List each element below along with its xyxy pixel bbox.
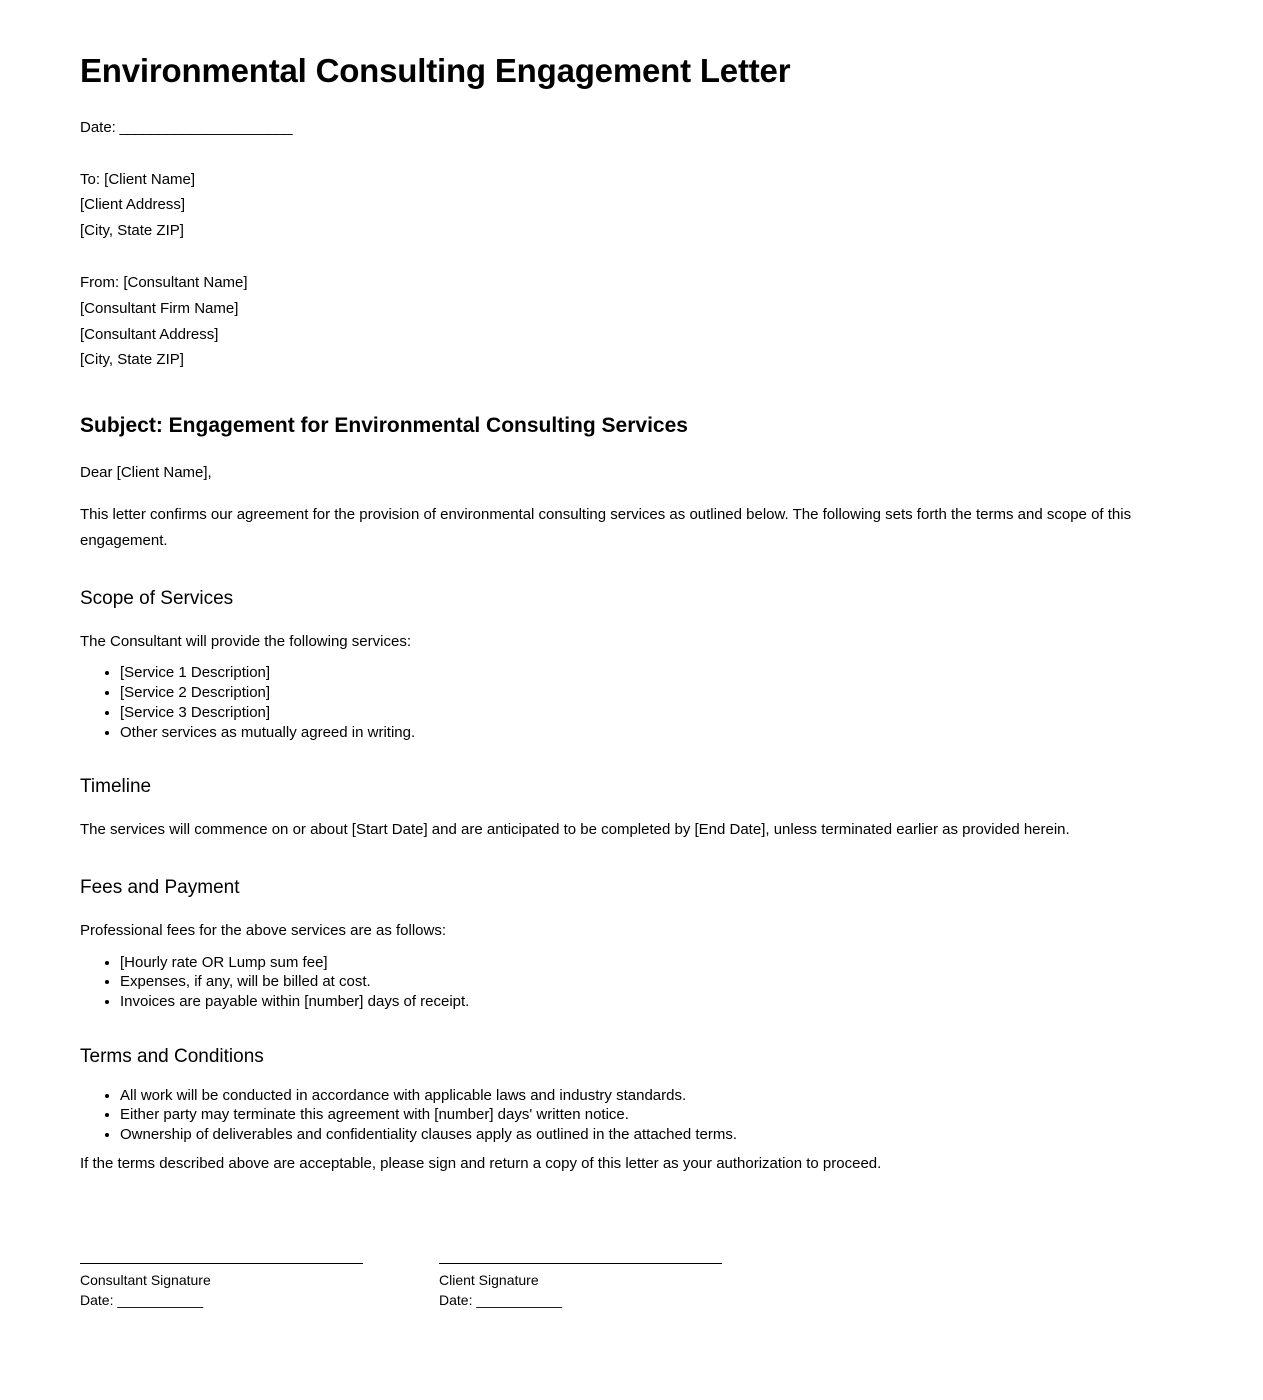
list-item: • [Service 2 Description]	[120, 684, 1175, 703]
section-heading-scope: Scope of Services	[80, 587, 234, 609]
sender-street: [Consultant Address]	[80, 325, 219, 343]
client-signature-column	[439, 1263, 722, 1311]
list-item: • Other services as mutually agreed in writing.	[120, 724, 1175, 743]
list-item: • All work will be conducted in accordance with applicable laws and industry standards.	[120, 1087, 1175, 1106]
signature-block	[80, 1263, 1175, 1311]
recipient-address-block	[80, 167, 1175, 244]
page-title: Environmental Consulting Engagement Letter	[80, 52, 791, 89]
sender-name: From: [Consultant Name]	[80, 274, 248, 292]
list-item: • Invoices are payable within [number] days of receipt.	[120, 993, 1175, 1012]
list-item: • Expenses, if any, will be billed at cost.	[120, 973, 1175, 992]
section-heading-terms: Terms and Conditions	[80, 1045, 264, 1067]
recipient-name: To: [Client Name]	[80, 170, 196, 188]
client-signature-label: Client Signature	[439, 1271, 539, 1288]
fees-intro-text: Professional fees for the above services are as follows:	[80, 921, 447, 939]
salutation: Dear [Client Name],	[80, 464, 212, 482]
scope-intro-text: The Consultant will provide the following services:	[80, 632, 411, 650]
list-item: • [Service 3 Description]	[120, 704, 1175, 723]
terms-list	[80, 1087, 1175, 1145]
list-item: • Ownership of deliverables and confidentiality clauses apply as outlined in the attached terms.	[120, 1126, 1175, 1145]
timeline-paragraph: The services will commence on or about [Start Date] and are anticipated to be completed by [End Date], unless terminated earlier as provided herein.	[80, 821, 1070, 839]
recipient-street: [Client Address]	[80, 196, 186, 214]
sender-address-block	[80, 270, 1175, 373]
date-label: Date:	[80, 118, 116, 136]
closing-paragraph: If the terms described above are acceptable, please sign and return a copy of this letter as your authorization to proceed.	[80, 1154, 882, 1172]
consultant-signature-line[interactable]	[80, 1263, 363, 1264]
intro-paragraph: This letter confirms our agreement for the provision of environmental consulting services as outlined below. The following sets forth the terms and scope of this engagement.	[80, 506, 1132, 550]
recipient-city-state-zip: [City, State ZIP]	[80, 222, 184, 240]
section-heading-timeline: Timeline	[80, 776, 152, 798]
date-field-line	[80, 117, 1175, 139]
scope-services-list	[80, 664, 1175, 742]
consultant-signature-column	[80, 1263, 363, 1311]
fees-list	[80, 954, 1175, 1012]
sender-firm: [Consultant Firm Name]	[80, 299, 239, 317]
client-signature-line[interactable]	[439, 1263, 722, 1264]
section-heading-fees: Fees and Payment	[80, 877, 240, 899]
client-date-field[interactable]: Date: ___________	[439, 1292, 562, 1309]
sender-city-state-zip: [City, State ZIP]	[80, 351, 184, 369]
subject-heading: Subject: Engagement for Environmental Consulting Services	[80, 414, 688, 438]
consultant-date-field[interactable]: Date: ___________	[80, 1292, 203, 1309]
date-blank-rule: ______________________	[115, 118, 293, 136]
list-item: • [Service 1 Description]	[120, 664, 1175, 683]
consultant-signature-label: Consultant Signature	[80, 1271, 211, 1288]
list-item: • Either party may terminate this agreement with [number] days' written notice.	[120, 1106, 1175, 1125]
list-item: • [Hourly rate OR Lump sum fee]	[120, 954, 1175, 973]
